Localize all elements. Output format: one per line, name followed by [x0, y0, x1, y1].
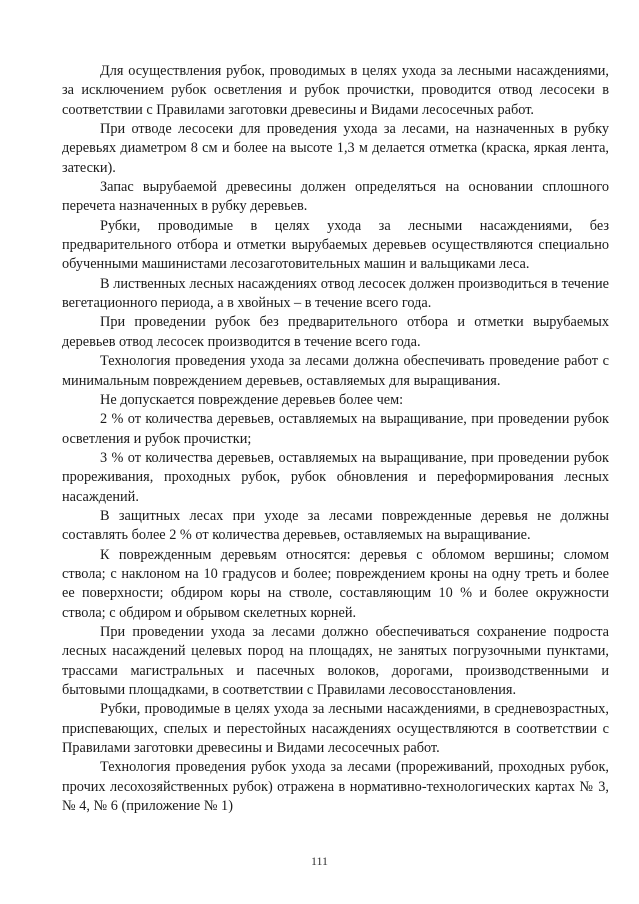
- document-body: [62, 62, 609, 816]
- paragraph: Рубки, проводимые в целях ухода за лесными насаждениями, без предварительного отбора и отметки вырубаемых деревьев осуществляются специально обученными машинистами лесозаготовительных машин и вальщиками леса.: [62, 217, 609, 273]
- paragraph: Рубки, проводимые в целях ухода за лесными насаждениями, в средневозрастных, приспевающих, спелых и перестойных насаждениях осуществляются в соответствии с Правилами заготовки древесины и Видами лесосечных работ.: [62, 701, 609, 757]
- paragraph: В защитных лесах при уходе за лесами поврежденные деревья не должны составлять более 2 % от количества деревьев, оставляемых на выращивание.: [62, 507, 609, 544]
- paragraph: Не допускается повреждение деревьев более чем:: [100, 391, 404, 408]
- paragraph: Технология проведения рубок ухода за лесами (прореживаний, проходных рубок, прочих лесохозяйственных рубок) отражена в нормативно-технологических картах № 3, № 4, № 6 (приложение № 1): [62, 759, 609, 815]
- paragraph: Технология проведения ухода за лесами должна обеспечивать проведение работ с минимальным повреждением деревьев, оставляемых для выращивания.: [62, 353, 609, 389]
- paragraph: Запас вырубаемой древесины должен определяться на основании сплошного перечета назначенных в рубку деревьев.: [62, 179, 609, 215]
- paragraph: В лиственных лесных насаждениях отвод лесосек должен производиться в течение вегетационного периода, а в хвойных – в течение всего года.: [62, 275, 609, 312]
- paragraph: При проведении рубок без предварительного отбора и отметки вырубаемых деревьев отвод лесосек производится в течение всего года.: [62, 314, 609, 350]
- paragraph: Для осуществления рубок, проводимых в целях ухода за лесными насаждениями, за исключением рубок осветления и рубок прочистки, проводится отвод лесосеки в соответствии с Правилами заготовки древесины и Видами лесосечных работ.: [62, 63, 609, 118]
- paragraph: При проведении ухода за лесами должно обеспечиваться сохранение подроста лесных насаждений целевых пород на площадях, не занятых погрузочными пунктами, трассами магистральных и пасечных волоков, дорогами, производственными и бытовыми площадками, в соответствии с Правилами лесовосстановления.: [62, 623, 609, 698]
- page-number: 111: [310, 854, 329, 868]
- paragraph: К поврежденным деревьям относятся: деревья с обломом вершины; сломом ствола; с наклоном на 10 градусов и более; повреждением кроны на одну треть и более ее поверхности; обдиром коры на стволе, составляющим 10 % и более окружности ствола; с обдиром и обрывом скелетных корней.: [62, 546, 609, 621]
- paragraph: 2 % от количества деревьев, оставляемых на выращивание, при проведении рубок осветления и рубок прочистки;: [62, 411, 609, 447]
- paragraph: 3 % от количества деревьев, оставляемых на выращивание, при проведении рубок прореживания, проходных рубок, рубок обновления и переформирования лесных насаждений.: [62, 449, 609, 505]
- paragraph: При отводе лесосеки для проведения ухода за лесами, на назначенных в рубку деревьях диаметром 8 см и более на высоте 1,3 м делается отметка (краска, яркая лента, затески).: [62, 121, 609, 176]
